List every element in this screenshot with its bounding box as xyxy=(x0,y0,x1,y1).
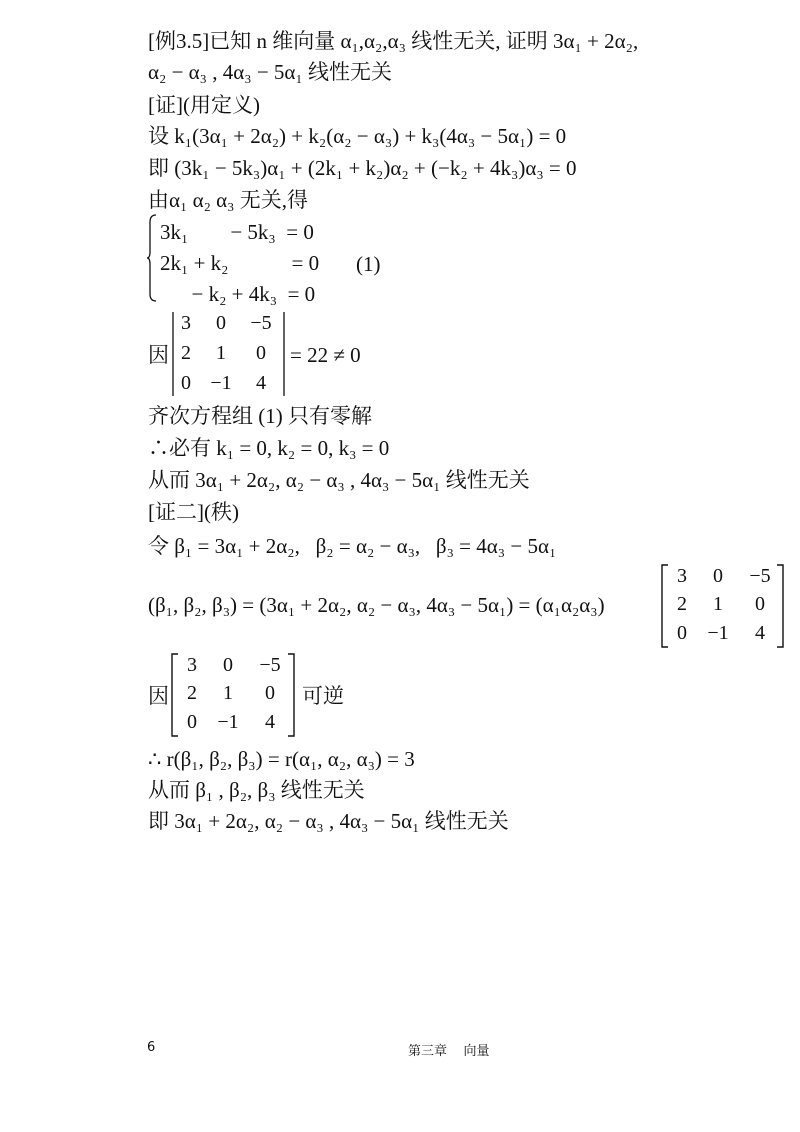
problem-line-1: [例3.5]已知 n 维向量 α₁,α₂,α₃ 线性无关, 证明 3α₁ + 2α₂, xyxy=(148,29,639,53)
det-cell: −1 xyxy=(210,372,232,394)
inv-matrix-cell: 2 xyxy=(187,682,197,704)
inv-matrix-cell: 1 xyxy=(223,682,233,704)
inv-suffix: 可逆 xyxy=(302,684,344,708)
system-row-3: − k₂ + 4k₃ = 0 xyxy=(160,282,316,306)
det-cell: 3 xyxy=(181,312,191,334)
system-brace xyxy=(147,214,157,302)
beta-matrix-cell: 3 xyxy=(677,565,687,587)
beta-matrix-cell: 1 xyxy=(713,593,723,615)
problem-line-2: α₂ − α₃ , 4α₃ − 5α₁ 线性无关 xyxy=(148,60,392,84)
proof-2-beta-definitions: 令 β₁ = 3α₁ + 2α₂, β₂ = α₂ − α₃, β₃ = 4α₃ − 5α₁ xyxy=(148,534,557,558)
inv-matrix-cell: 3 xyxy=(187,654,197,676)
proof-2-conclusion: 即 3α₁ + 2α₂, α₂ − α₃ , 4α₃ − 5α₁ 线性无关 xyxy=(148,809,509,833)
system-label: (1) xyxy=(356,252,381,276)
proof-1-line-setup: 设 k₁(3α₁ + 2α₂) + k₂(α₂ − α₃) + k₃(4α₃ − 5α₁) = 0 xyxy=(148,124,567,148)
det-cell: 0 xyxy=(181,372,191,394)
beta-matrix-equation: (β₁, β₂, β₃) = (3α₁ + 2α₂, α₂ − α₃, 4α₃ − 5α₁) = (α₁α₂α₃) xyxy=(148,593,605,617)
beta-matrix-cell: 0 xyxy=(713,565,723,587)
proof-1-line-k-values: ∴必有 k₁ = 0, k₂ = 0, k₃ = 0 xyxy=(148,436,390,460)
proof-1-line-independence: 由α₁ α₂ α₃ 无关,得 xyxy=(148,188,308,212)
det-cell: 4 xyxy=(256,372,266,394)
beta-matrix-cell: 2 xyxy=(677,593,687,615)
det-cell: 1 xyxy=(216,342,226,364)
proof-1-conclusion: 从而 3α₁ + 2α₂, α₂ − α₃ , 4α₃ − 5α₁ 线性无关 xyxy=(148,468,530,492)
proof-1-heading: [证](用定义) xyxy=(148,93,260,117)
inv-matrix-cell: 0 xyxy=(265,682,275,704)
det-prefix: 因 xyxy=(148,343,169,367)
proof-1-line-expand: 即 (3k₁ − 5k₃)α₁ + (2k₁ + k₂)α₂ + (−k₂ + 4k₃)α₃ = 0 xyxy=(148,156,577,180)
beta-matrix-cell: 0 xyxy=(677,622,687,644)
proof-1-line-zero-solution: 齐次方程组 (1) 只有零解 xyxy=(148,404,372,428)
proof-2-rank-line: ∴ r(β₁, β₂, β₃) = r(α₁, α₂, α₃) = 3 xyxy=(148,747,415,771)
proof-2-heading: [证二](秩) xyxy=(148,500,239,524)
inv-matrix-cell: 4 xyxy=(265,711,275,733)
beta-matrix-cell: −5 xyxy=(749,565,771,587)
det-result: = 22 ≠ 0 xyxy=(290,343,361,367)
beta-matrix xyxy=(662,565,784,649)
inv-prefix: 因 xyxy=(148,684,169,708)
page-number: 6 xyxy=(147,1040,156,1055)
inv-matrix-cell: 0 xyxy=(223,654,233,676)
beta-matrix-cell: −1 xyxy=(707,622,729,644)
det-cell: 0 xyxy=(256,342,266,364)
det-cell: 0 xyxy=(216,312,226,334)
proof-2-beta-independent: 从而 β₁ , β₂, β₃ 线性无关 xyxy=(148,778,365,802)
inv-matrix xyxy=(172,654,296,738)
det-cell: −5 xyxy=(250,312,272,334)
det-cell: 2 xyxy=(181,342,191,364)
system-row-2: 2k₁ + k₂ = 0 xyxy=(160,251,320,275)
beta-matrix-cell: 4 xyxy=(755,622,765,644)
beta-matrix-cell: 0 xyxy=(755,593,765,615)
inv-matrix-cell: −1 xyxy=(217,711,239,733)
inv-matrix-cell: 0 xyxy=(187,711,197,733)
chapter-title: 第三章 向量 xyxy=(408,1044,490,1059)
system-row-1: 3k₁ − 5k₃ = 0 xyxy=(160,220,314,244)
inv-matrix-cell: −5 xyxy=(259,654,281,676)
det-matrix xyxy=(166,312,296,398)
